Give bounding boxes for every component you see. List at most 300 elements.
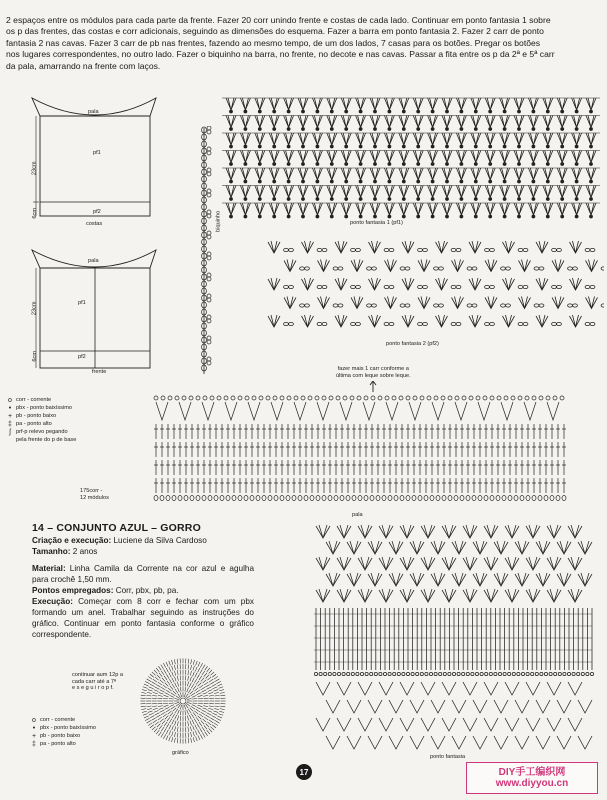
- shell-stitch: [402, 241, 414, 253]
- fan-stitch: [356, 203, 366, 215]
- fan-stitch: [442, 168, 452, 180]
- shell-stitch: [463, 682, 477, 695]
- radial-stitch: [164, 728, 167, 732]
- chain-stitch: [161, 396, 165, 400]
- fan-stitch: [428, 186, 438, 198]
- fan-stitch: [500, 116, 510, 128]
- fan-stitch: [298, 203, 308, 215]
- radial-stitch: [193, 737, 194, 742]
- shell-stitch: [494, 736, 508, 749]
- fan-stitch: [586, 116, 596, 128]
- base-stitch: [590, 215, 593, 218]
- radial-stitch: [157, 724, 161, 728]
- base-stitch: [374, 198, 377, 201]
- radial-stitch: [148, 711, 153, 713]
- chain-stitch: [520, 496, 524, 501]
- chain-stitch: [534, 304, 539, 307]
- radial-stitch: [199, 722, 202, 726]
- base-stitch: [402, 145, 405, 148]
- fan-stitch: [255, 151, 265, 163]
- chain-stitch: [523, 285, 528, 288]
- shell-stitch: [494, 541, 508, 554]
- chain-stitch: [456, 322, 461, 325]
- radial-stitch: [193, 672, 195, 677]
- shell-stitch: [578, 573, 592, 586]
- chain-stitch: [154, 496, 158, 501]
- radial-stitch: [144, 684, 149, 686]
- base-stitch: [302, 180, 305, 183]
- chain-stitch: [466, 496, 470, 501]
- chain-stitch: [393, 672, 396, 675]
- radial-stitch: [161, 687, 165, 690]
- radial-stitch: [207, 687, 211, 689]
- shell-stitch: [586, 260, 598, 272]
- fan-stitch: [557, 98, 567, 110]
- base-stitch: [258, 145, 261, 148]
- radial-stitch: [180, 675, 181, 680]
- radial-stitch: [152, 672, 156, 675]
- fan-stitch: [528, 98, 538, 110]
- radial-stitch: [207, 730, 210, 734]
- radial-stitch: [150, 674, 154, 677]
- shell-stitch: [515, 541, 529, 554]
- base-stitch: [532, 180, 535, 183]
- schema-height-label: 23cm: [31, 301, 38, 316]
- fan-stitch: [586, 203, 596, 215]
- radial-stitch: [159, 725, 162, 729]
- radial-stitch: [180, 692, 182, 697]
- shell-stitch: [578, 700, 592, 713]
- chain-stitch: [292, 496, 296, 501]
- material-label: Material:: [32, 564, 66, 573]
- radial-stitch: [165, 716, 169, 720]
- shell-stitch: [318, 297, 330, 309]
- chain-stitch: [356, 672, 359, 675]
- schema-pf1-label: pf1: [93, 150, 101, 156]
- base-stitch: [590, 180, 593, 183]
- fan-stitch: [363, 402, 375, 420]
- base-stitch: [503, 198, 506, 201]
- radial-stitch: [214, 723, 218, 726]
- radial-stitch: [180, 705, 182, 710]
- base-stitch: [561, 180, 564, 183]
- base-stitch: [489, 198, 492, 201]
- chain-stitch: [252, 396, 256, 400]
- shell-stitch: [463, 718, 477, 731]
- radial-stitch: [217, 716, 222, 718]
- radial-stitch: [166, 690, 170, 693]
- shell-stitch: [335, 278, 347, 290]
- schema-pala-label: pala: [88, 258, 99, 264]
- base-stitch: [532, 163, 535, 166]
- hat-chart: [308, 522, 598, 762]
- base-stitch: [546, 215, 549, 218]
- fan-stitch: [557, 133, 567, 145]
- chain-stitch: [411, 672, 414, 675]
- fan-stitch: [269, 116, 279, 128]
- shell-stitch: [316, 557, 330, 570]
- chain-stitch: [497, 396, 501, 400]
- fan-stitch: [455, 402, 467, 420]
- chain-stitch: [418, 496, 422, 501]
- chain-stitch: [400, 304, 405, 307]
- chain-stitch: [532, 396, 536, 400]
- radial-stitch: [170, 695, 175, 697]
- shell-stitch: [452, 541, 466, 554]
- chain-stitch: [356, 285, 361, 288]
- radial-stitch: [209, 695, 214, 696]
- fan-stitch: [399, 116, 409, 128]
- fan-stitch: [284, 116, 294, 128]
- base-stitch: [546, 163, 549, 166]
- radial-stitch: [193, 686, 196, 690]
- shell-stitch: [389, 736, 403, 749]
- fan-stitch: [485, 203, 495, 215]
- radial-stitch: [146, 695, 151, 696]
- radial-stitch: [173, 708, 177, 712]
- chain-stitch: [308, 396, 312, 400]
- fan-stitch: [384, 186, 394, 198]
- chain-stitch: [418, 322, 423, 325]
- base-stitch: [446, 145, 449, 148]
- base-stitch: [359, 215, 362, 218]
- chain-stitch: [333, 267, 338, 270]
- chain-stitch: [427, 396, 431, 400]
- chain-stitch: [550, 496, 554, 501]
- chain-stitch: [238, 396, 242, 400]
- chain-stitch: [160, 496, 164, 501]
- chain-stitch: [552, 322, 557, 325]
- base-stitch: [273, 215, 276, 218]
- fan-stitch: [572, 203, 582, 215]
- picot: [207, 147, 211, 151]
- base-stitch: [402, 128, 405, 131]
- fan-stitch: [501, 402, 513, 420]
- fan-stitch: [413, 116, 423, 128]
- base-stitch: [273, 180, 276, 183]
- base-stitch: [431, 163, 434, 166]
- radial-stitch: [142, 711, 147, 712]
- schema-height-label: 6cm: [31, 208, 38, 219]
- fan-stitch: [456, 168, 466, 180]
- radial-stitch: [192, 678, 194, 683]
- radial-stitch: [141, 692, 146, 693]
- legend-text: pbx - ponto baixíssimo: [16, 405, 72, 411]
- radial-stitch: [188, 670, 189, 675]
- base-stitch: [316, 110, 319, 113]
- fan-stitch: [500, 133, 510, 145]
- radial-stitch: [219, 690, 224, 691]
- chain-stitch: [402, 672, 405, 675]
- shell-stitch: [557, 573, 571, 586]
- chain-stitch: [563, 672, 566, 675]
- shell-stitch: [368, 700, 382, 713]
- radial-stitch: [160, 710, 165, 712]
- radial-stitch: [174, 721, 176, 726]
- radial-stitch: [180, 722, 181, 727]
- radial-stitch: [175, 715, 177, 720]
- radial-stitch: [195, 731, 197, 736]
- fan-stitch: [327, 116, 337, 128]
- chain-stitch: [172, 496, 176, 501]
- chain-stitch: [356, 248, 361, 251]
- radial-stitch: [160, 680, 164, 683]
- radial-stitch: [163, 698, 168, 699]
- chain-stitch: [534, 267, 539, 270]
- base-stitch: [258, 110, 261, 113]
- radial-stitch: [203, 665, 206, 669]
- chain-stitch: [585, 285, 590, 288]
- radial-stitch: [165, 683, 169, 687]
- base-stitch: [388, 180, 391, 183]
- fan-stitch: [294, 402, 306, 420]
- shell-stitch: [552, 297, 564, 309]
- chain-stitch: [420, 672, 423, 675]
- base-stitch: [446, 215, 449, 218]
- radial-stitch: [166, 735, 168, 740]
- radial-stitch: [194, 719, 197, 723]
- radial-stitch: [214, 708, 219, 709]
- shell-stitch: [547, 525, 561, 538]
- radial-stitch: [187, 688, 189, 693]
- chain-stitch: [573, 304, 578, 307]
- fan-stitch: [341, 168, 351, 180]
- fan-stitch: [269, 151, 279, 163]
- radial-stitch: [204, 682, 208, 685]
- intro-paragraph: [6, 15, 600, 72]
- base-stitch: [316, 163, 319, 166]
- chain-stitch: [467, 267, 472, 270]
- chain-stitch: [280, 496, 284, 501]
- base-stitch: [546, 145, 549, 148]
- radial-stitch: [200, 728, 203, 732]
- page-number: 17: [296, 764, 312, 780]
- chain-stitch: [466, 672, 469, 675]
- shell-stitch: [515, 736, 529, 749]
- chain-stitch: [448, 396, 452, 400]
- radial-stitch: [166, 723, 169, 727]
- chain-stitch: [518, 248, 523, 251]
- shell-stitch: [568, 525, 582, 538]
- chain-stitch: [397, 672, 400, 675]
- fan-stitch: [528, 168, 538, 180]
- fan-stitch: [442, 203, 452, 215]
- radial-stitch: [185, 675, 186, 680]
- shell-stitch: [400, 589, 414, 602]
- chain-stitch: [287, 396, 291, 400]
- chain-stitch: [214, 496, 218, 501]
- shell-stitch: [505, 525, 519, 538]
- chain-stitch: [406, 396, 410, 400]
- schema-costas: [0, 92, 160, 237]
- tamanho-value: 2 anos: [70, 547, 98, 556]
- pontos-label: Pontos empregados:: [32, 586, 114, 595]
- fan-stitch: [586, 151, 596, 163]
- radial-stitch: [172, 714, 175, 718]
- radial-stitch: [208, 692, 213, 693]
- chain-stitch: [558, 672, 561, 675]
- picot: [207, 193, 211, 197]
- shell-stitch: [503, 315, 515, 327]
- fan-stitch: [586, 168, 596, 180]
- base-stitch: [417, 110, 420, 113]
- chain-stitch: [389, 248, 394, 251]
- base-stitch: [474, 128, 477, 131]
- chain-stitch: [436, 496, 440, 501]
- radial-stitch: [192, 720, 194, 725]
- chain-stitch: [517, 672, 520, 675]
- radial-stitch: [174, 702, 179, 704]
- radial-stitch: [184, 692, 186, 697]
- radial-stitch: [197, 707, 202, 709]
- fan-stitch: [384, 116, 394, 128]
- base-stitch: [446, 110, 449, 113]
- fan-stitch: [442, 186, 452, 198]
- base-stitch: [590, 128, 593, 131]
- chain-stitch: [454, 496, 458, 501]
- fan-stitch: [225, 402, 237, 420]
- chain-stitch: [231, 396, 235, 400]
- radial-stitch: [190, 691, 194, 695]
- legend-pala: [4, 396, 154, 444]
- fan-stitch: [399, 203, 409, 215]
- fan-stitch: [356, 168, 366, 180]
- chain-stitch: [526, 672, 529, 675]
- radial-stitch: [209, 728, 212, 732]
- base-stitch: [474, 215, 477, 218]
- radial-stitch: [198, 668, 200, 672]
- watermark-logo: DIY手工编织网 www.diyyou.cn: [466, 762, 598, 794]
- legend-text: corr - corrente: [16, 397, 52, 403]
- chain-stitch: [384, 285, 389, 288]
- radial-stitch: [188, 727, 189, 732]
- base-stitch: [258, 198, 261, 201]
- chain-stitch: [502, 496, 506, 501]
- radial-stitch: [147, 679, 151, 682]
- radial-stitch: [152, 695, 157, 696]
- base-stitch: [302, 215, 305, 218]
- chain-stitch: [549, 672, 552, 675]
- chain-stitch: [478, 496, 482, 501]
- chain-stitch: [518, 396, 522, 400]
- radial-stitch: [177, 659, 178, 664]
- chain-stitch: [379, 672, 382, 675]
- radial-stitch: [180, 681, 181, 686]
- fan-stitch: [557, 168, 567, 180]
- radial-stitch: [190, 677, 192, 682]
- chain-stitch: [512, 672, 515, 675]
- shell-stitch: [570, 278, 582, 290]
- fan-stitch: [356, 186, 366, 198]
- radial-stitch: [141, 706, 146, 707]
- legend-text: pb - ponto baixo: [16, 413, 57, 419]
- fan-stitch: [370, 116, 380, 128]
- picot: [207, 357, 211, 361]
- radial-stitch: [195, 667, 197, 672]
- shell-stitch: [484, 682, 498, 695]
- radial-stitch: [213, 711, 218, 713]
- shell-stitch: [337, 682, 351, 695]
- chain-stitch: [189, 396, 193, 400]
- shell-stitch: [484, 589, 498, 602]
- fan-stitch: [269, 133, 279, 145]
- base-stitch: [474, 198, 477, 201]
- fan-stitch: [456, 186, 466, 198]
- chain-stitch: [439, 672, 442, 675]
- fan-stitch: [456, 98, 466, 110]
- base-stitch: [518, 163, 521, 166]
- base-stitch: [446, 198, 449, 201]
- radial-stitch: [190, 708, 194, 712]
- legend-text: pa - ponto alto: [40, 741, 76, 747]
- shell-stitch: [284, 297, 296, 309]
- chain-stitch: [400, 496, 404, 501]
- fan-stitch: [370, 186, 380, 198]
- fan-stitch: [471, 133, 481, 145]
- fan-stitch: [471, 98, 481, 110]
- shell-stitch: [463, 525, 477, 538]
- fan-stitch: [271, 402, 283, 420]
- radial-stitch: [197, 693, 202, 695]
- shell-stitch: [436, 315, 448, 327]
- radial-stitch: [174, 659, 175, 664]
- base-stitch: [460, 215, 463, 218]
- chain-stitch: [439, 267, 444, 270]
- shell-stitch: [358, 525, 372, 538]
- base-stitch: [575, 145, 578, 148]
- radial-stitch: [200, 669, 203, 673]
- radial-stitch: [190, 721, 192, 726]
- base-stitch: [287, 128, 290, 131]
- shell-stitch: [536, 700, 550, 713]
- fan-stitch: [456, 203, 466, 215]
- radial-stitch: [174, 698, 179, 700]
- chain-stitch: [508, 672, 511, 675]
- shell-stitch: [568, 589, 582, 602]
- shell-stitch: [484, 718, 498, 731]
- shell-stitch: [505, 589, 519, 602]
- shell-stitch: [536, 315, 548, 327]
- fan-stitch: [226, 186, 236, 198]
- base-stitch: [546, 110, 549, 113]
- chain-stitch: [480, 672, 483, 675]
- pf1-chart: [222, 94, 604, 220]
- base-stitch: [330, 128, 333, 131]
- shell-stitch: [515, 573, 529, 586]
- base-stitch: [575, 128, 578, 131]
- radial-stitch: [172, 672, 174, 677]
- shell-stitch: [568, 557, 582, 570]
- radial-stitch: [214, 692, 219, 693]
- radial-stitch: [204, 717, 208, 720]
- radial-stitch: [203, 706, 208, 707]
- fan-stitch: [409, 402, 421, 420]
- radial-stitch: [143, 687, 148, 689]
- radial-stitch: [168, 688, 172, 691]
- shell-stitch: [515, 700, 529, 713]
- chain-stitch: [577, 672, 580, 675]
- radial-stitch: [169, 736, 171, 741]
- base-stitch: [417, 198, 420, 201]
- chain-stitch: [521, 672, 524, 675]
- radial-stitch: [192, 698, 197, 699]
- radial-stitch: [188, 664, 189, 669]
- shell-stitch: [436, 278, 448, 290]
- relief-symbol-icon: ʃ: [9, 428, 11, 436]
- radial-stitch: [191, 684, 194, 688]
- radial-stitch: [180, 716, 181, 721]
- base-stitch: [489, 215, 492, 218]
